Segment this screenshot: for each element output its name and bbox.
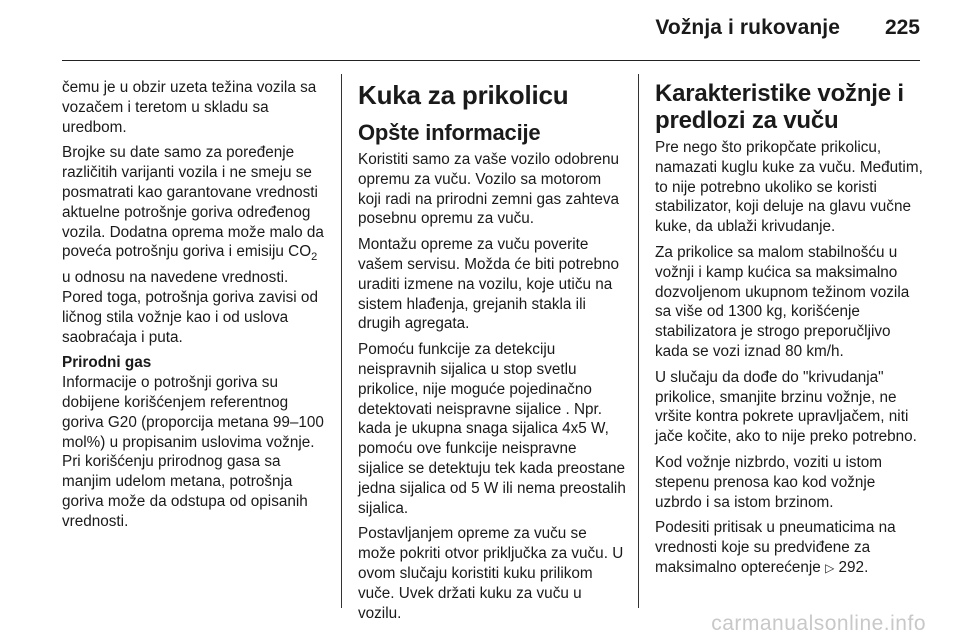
sub-heading: Prirodni gas xyxy=(62,354,152,372)
text-column-2 xyxy=(358,78,626,629)
page-reference-link[interactable]: 292. xyxy=(834,558,869,576)
paragraph: čemu je u obzir uzeta težina vozila sa vozačem i teretom u skladu sa uredbom. xyxy=(62,79,317,136)
column-divider-left xyxy=(341,74,342,608)
paragraph: Informacije o potrošnji goriva su dobijene korišćenjem referentnog goriva G20 (proporcija metana 99–100 mol%) u propisanim uslovima vožnje. Pri korišćenju prirodnog gasa sa manjim udelom metana, potrošnja goriva može da odstupa od opisanih vrednosti. xyxy=(62,374,324,530)
text-column-3 xyxy=(655,78,923,585)
paragraph xyxy=(62,143,326,347)
paragraph: Montažu opreme za vuču poverite vašem servisu. Možda će biti potrebno uraditi izmene na vozilu, koje utiču na sistem hlađenja, grejanih stakla ili drugih agregata. xyxy=(358,236,620,333)
section-subheading: Opšte informacije xyxy=(358,120,541,145)
watermark: carmanualsonline.info xyxy=(711,612,926,635)
paragraph: U slučaju da dođe do "krivudanja" prikolice, smanjite brzinu vožnje, ne vršite kontra pokrete upravljačem, niti jače kočite, ako to nije preko potrebno. xyxy=(655,368,917,446)
page-header xyxy=(62,0,920,61)
paragraph: Koristiti samo za vaše vozilo odobrenu opremu za vuču. Vozilo sa motorom koji radi na prirodni zemni gas zahteva posebnu opremu za vuču. xyxy=(358,151,620,228)
paragraph: Postavljanjem opreme za vuču se može pokriti otvor priključka za vuču. U ovom slučaju koristiti kuku prilikom vuče. Uvek držati kuku za vuču u vozilu. xyxy=(358,525,624,622)
paragraph: Kod vožnje nizbrdo, voziti u istom stepenu prenosa kao kod vožnje uzbrdo i sa istom brzinom. xyxy=(655,453,883,511)
text-column-1 xyxy=(62,78,326,538)
section-heading: Karakteristike vožnje i predlozi za vuču xyxy=(655,80,904,134)
paragraph-text: Podesiti pritisak u pneumaticima na vrednosti koje su predviđene za maksimalno opterećenje xyxy=(655,519,896,576)
paragraph xyxy=(655,518,923,578)
paragraph: Za prikolice sa malom stabilnošću u vožnji i kamp kućica sa maksimalno dozvoljenom ukupnom težinom vozila sa više od 1300 kg, korišćenje stabilizatora je strogo preporučljivo kada se vozi iznad 80 km/h. xyxy=(655,243,910,360)
subscript: 2 xyxy=(311,251,318,264)
paragraph-text: u odnosu na navedene vrednosti. Pored toga, potrošnja goriva zavisi od ličnog stila vožnje kao i od uslova saobraćaja i puta. xyxy=(62,269,318,346)
paragraph-text: Brojke su date samo za poređenje različitih varijanti vozila i ne smeju se posmatrati kao garantovane vrednosti aktuelne potrošnje goriva određenog vozila. Dodatna oprema može malo da poveća potrošnju goriva i emisiju CO xyxy=(62,144,324,261)
page-number: 225 xyxy=(884,16,920,39)
paragraph: Pomoću funkcije za detekciju neispravnih sijalica u stop svetlu prikolice, nije moguće pojedinačno detektovati neispravne sijalice . Npr. kada je ukupna snaga sijalica 4x5 W, pomoću ove funkcije neispravne sijalice se detektuju tek kada preostane jedna sijalica od 5 W ili nema preostalih sijalica. xyxy=(358,341,626,517)
section-heading: Kuka za prikolicu xyxy=(358,80,569,110)
paragraph: Pre nego što prikopčate prikolicu, namazati kuglu kuke za vuču. Međutim, to nije potrebno ukoliko se koristi stabilizator, koji deluje na glavu vučne kuke, da ublaži krivudanje. xyxy=(655,139,923,236)
column-divider-right xyxy=(638,74,639,608)
page-reference-icon: ▷ xyxy=(825,560,835,575)
page-header-title: Vožnja i rukovanje xyxy=(655,16,840,39)
